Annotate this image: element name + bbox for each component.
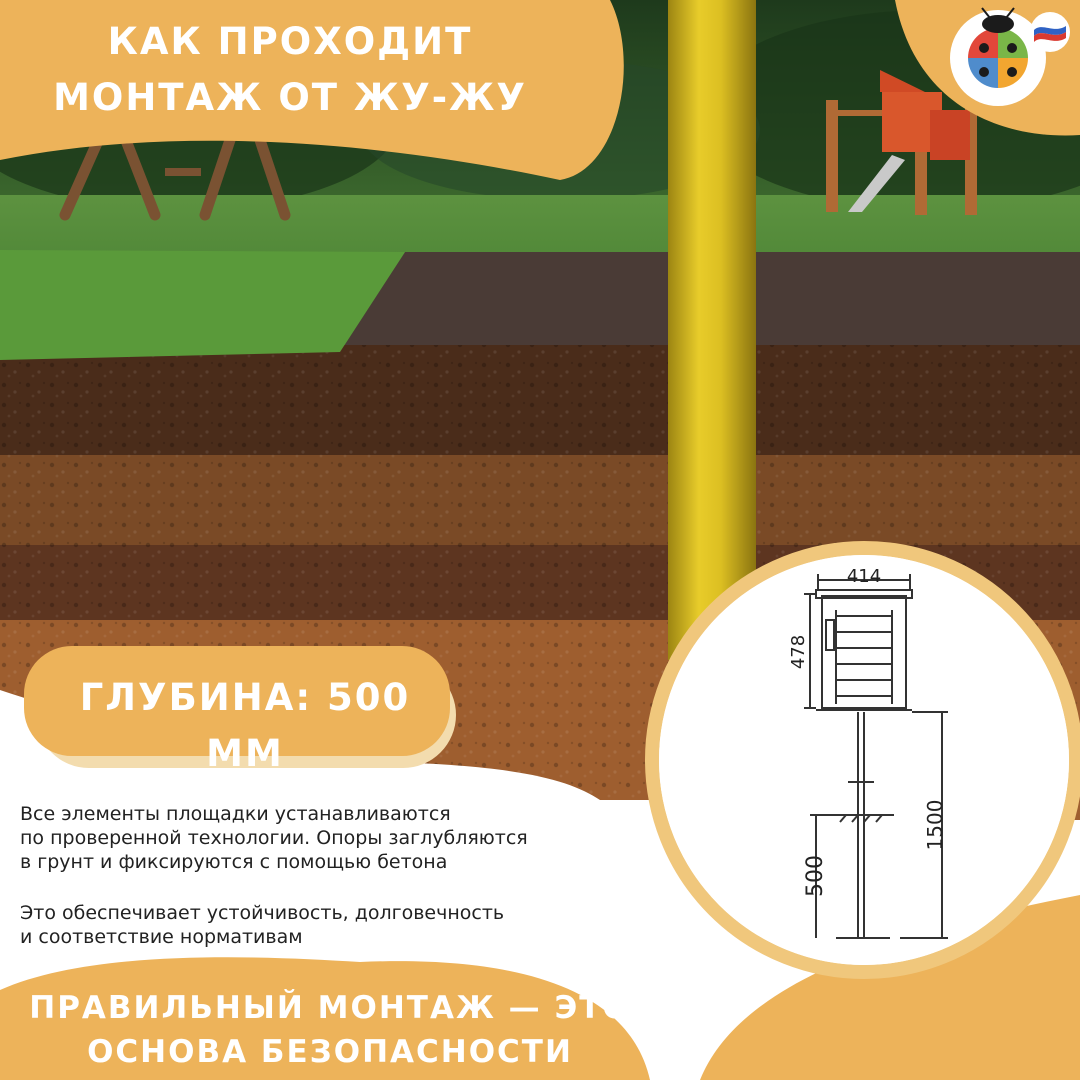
drawing-width-label: 414 — [846, 566, 882, 587]
description-paragraph-2: Это обеспечивает устойчивость, долговечность и соответствие нормативам — [20, 902, 505, 948]
footer-slogan: ПРАВИЛЬНЫЙ МОНТАЖ — ЭТО ОСНОВА БЕЗОПАСНОСТИ — [29, 990, 631, 1070]
depth-label: ГЛУБИНА: 500 ММ — [79, 676, 411, 775]
drawing-total-label: 1500 — [923, 799, 947, 851]
yellow-post — [668, 0, 756, 660]
description-paragraph-1: Все элементы площадки устанавливаются по проверенной технологии. Опоры заглубляются в грунт и фиксируются с помощью бетона — [20, 803, 528, 873]
drawing-height-label: 478 — [788, 634, 809, 670]
technical-drawing — [652, 548, 1076, 972]
drawing-depth-label: 500 — [803, 855, 828, 897]
russian-flag-icon — [1030, 12, 1070, 52]
grass-edge — [0, 250, 405, 360]
page-title: КАК ПРОХОДИТ МОНТАЖ ОТ ЖУ-ЖУ — [53, 20, 527, 119]
